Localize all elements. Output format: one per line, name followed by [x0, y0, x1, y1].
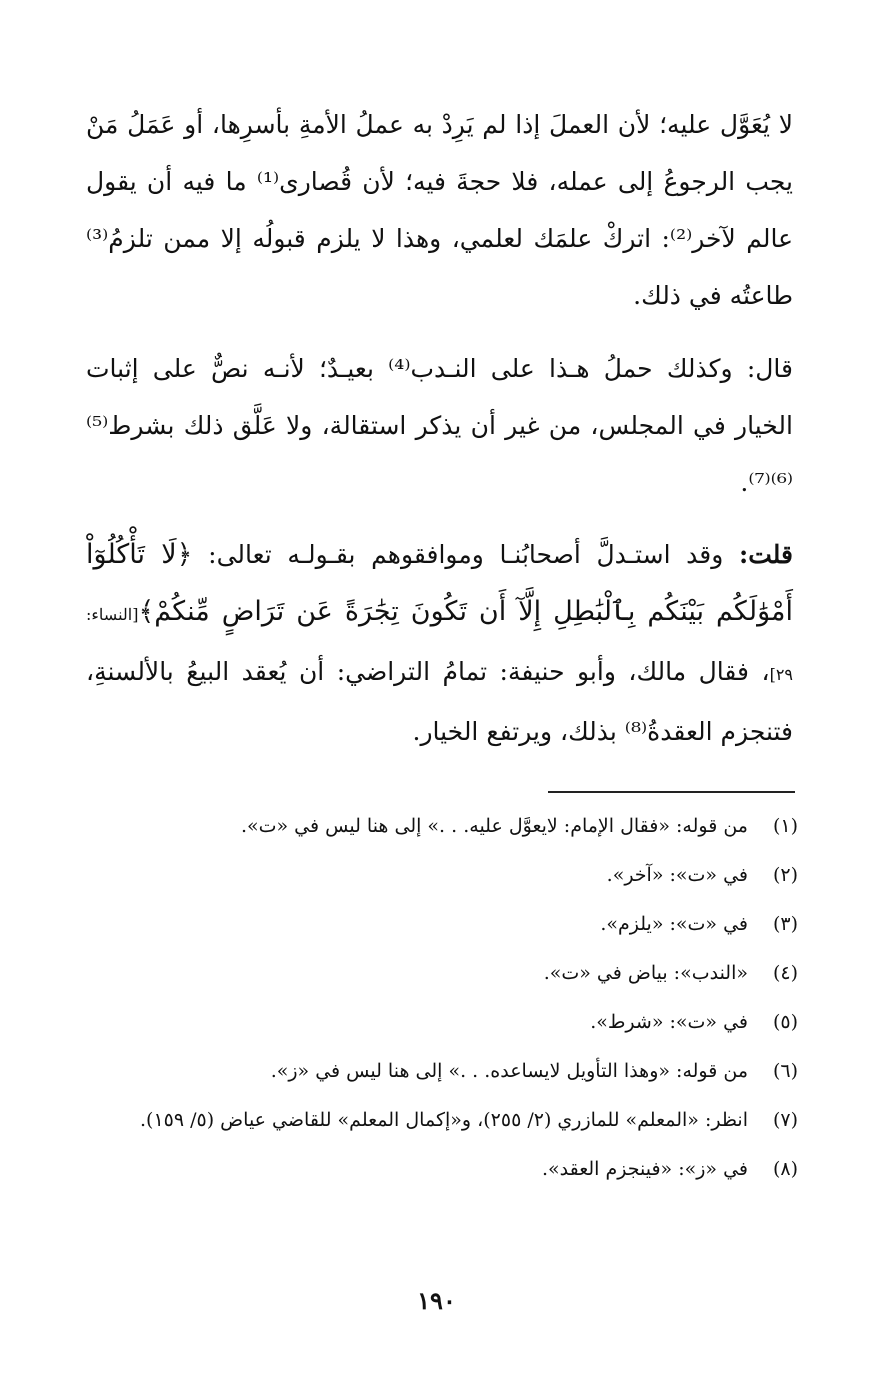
footnote-text: في «ت»: «يلزم».: [600, 913, 748, 935]
paragraph-2: [86, 340, 793, 511]
footnote-number: (١): [772, 815, 798, 837]
quran-verse: ﴿لَا تَأْكُلُوٓاْ أَمْوَٰلَكُم بَيْنَكُم بِٱلْبَٰطِلِ إِلَّآ أَن تَكُونَ تِجَٰرَةً عَن تَرَاضٍ مِّنكُمْ﴾: [86, 539, 793, 627]
footnote-item: [86, 1155, 798, 1184]
footnote-item: [86, 1008, 798, 1037]
footnote-text: في «ت»: «آخر».: [606, 864, 748, 886]
footnote-number: (٣): [772, 913, 798, 935]
footnote-text: من قوله: «فقال الإمام: لايعوَّل عليه. . .» إلى هنا ليس في «ت».: [240, 815, 748, 837]
footnote-item: [86, 959, 798, 988]
footnotes-list: [86, 812, 798, 1204]
footnote-number: (٤): [772, 962, 798, 984]
footnote-text: «الندب»: بياض في «ت».: [543, 962, 748, 984]
paragraph-3-rest: ، فقال مالك، وأبو حنيفة: تمامُ التراضي: أن يُعقد البيعُ بالألسنةِ، فتنجزم العقدةُ⁽⁸⁾ بذلك، ويرتفع الخيار.: [86, 657, 793, 746]
footnote-number: (٨): [772, 1158, 798, 1180]
verse-reference: [النساء: ٢٩]: [86, 605, 793, 684]
paragraph-3-lead: قلت:: [738, 540, 793, 569]
footnote-text: انظر: «المعلم» للمازري (٢/ ٢٥٥)، و«إكمال المعلم» للقاضي عياض (٥/ ١٥٩).: [139, 1109, 748, 1131]
footnote-number: (٢): [772, 864, 798, 886]
footnote-item: [86, 910, 798, 939]
paragraph-2-text: قال: وكذلك حملُ هـذا على النـدب⁽⁴⁾ بعيـدٌ؛ لأنـه نصٌّ على إثبات الخيار في المجلس، من غير أن يذكر استقالة، ولا عَلَّق ذلك بشرط⁽⁵⁾⁽⁶⁾⁽⁷⁾.: [86, 354, 793, 497]
paragraph-1-text: لا يُعَوَّل عليه؛ لأن العملَ إذا لم يَرِدْ به عملُ الأمةِ بأسرِها، أو عَمَلُ مَنْ يجب الرجوعُ إلى عمله، فلا حجةَ فيه؛ لأن قُصارى⁽¹⁾ ما فيه أن يقول عالم لآخر⁽²⁾: اتركْ علمَك لعلمي، وهذا لا يلزم قبولُه إلا ممن تلزمُ⁽³⁾ طاعتُه في ذلك.: [86, 110, 794, 310]
paragraph-3-intro: وقد استـدلَّ أصحابُنـا وموافقوهم بقـولـه تعالى:: [192, 540, 739, 569]
footnote-divider: [548, 791, 795, 793]
footnote-item: [86, 1057, 798, 1086]
footnote-text: في «ت»: «شرط».: [590, 1011, 748, 1033]
footnote-item: [86, 812, 798, 841]
footnote-text: من قوله: «وهذا التأويل لايساعده. . .» إلى هنا ليس في «ز».: [270, 1060, 748, 1082]
page-number: ١٩٠: [417, 1286, 456, 1315]
footnote-number: (٧): [772, 1109, 798, 1131]
footnote-number: (٦): [772, 1060, 798, 1082]
footnote-item: [86, 1106, 798, 1135]
paragraph-1: [86, 96, 793, 324]
footnote-text: في «ز»: «فينجزم العقد».: [541, 1158, 748, 1180]
paragraph-3: [86, 526, 793, 760]
footnote-item: [86, 861, 798, 890]
footnote-number: (٥): [772, 1011, 798, 1033]
